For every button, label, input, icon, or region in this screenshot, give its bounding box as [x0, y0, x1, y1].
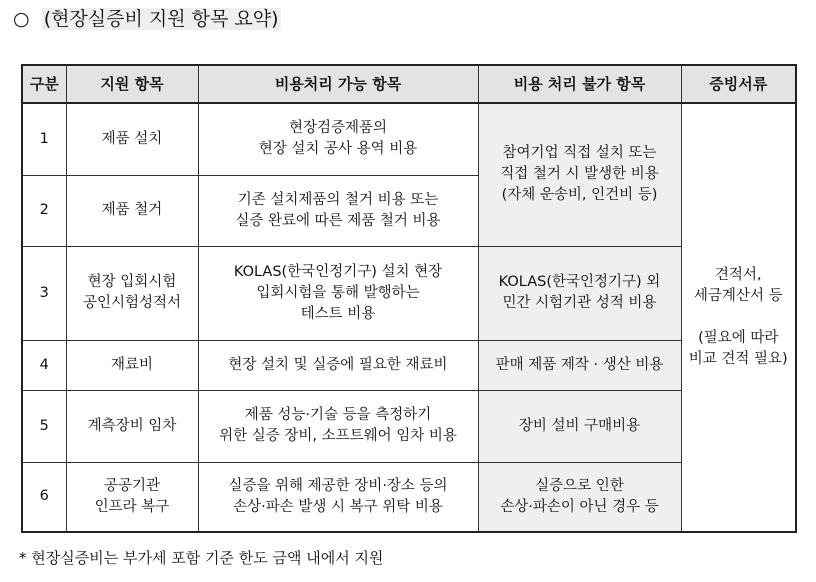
row-allowed-cost: 현장 설치 및 실증에 필요한 재료비	[198, 340, 478, 390]
row-number: 5	[22, 390, 66, 462]
table-header-row	[22, 65, 796, 103]
row-support-item: 제품 철거	[66, 175, 198, 246]
table-row	[22, 246, 796, 340]
row-number: 6	[22, 462, 66, 532]
row-support-item: 현장 입회시험 공인시험성적서	[66, 246, 198, 340]
table-row	[22, 340, 796, 390]
row-support-item: 계측장비 임차	[66, 390, 198, 462]
header-support-item: 지원 항목	[66, 65, 198, 103]
section-heading	[13, 3, 281, 35]
row-not-allowed-cost: 실증으로 인한 손상·파손이 아닌 경우 등	[478, 462, 681, 532]
row-allowed-cost: 실증을 위해 제공한 장비·장소 등의 손상·파손 발생 시 복구 위탁 비용	[198, 462, 478, 532]
supporting-documents: 견적서, 세금계산서 등 (필요에 따라 비교 견적 필요)	[681, 103, 796, 532]
row-number: 3	[22, 246, 66, 340]
row-support-item: 재료비	[66, 340, 198, 390]
row-number: 4	[22, 340, 66, 390]
row-number: 2	[22, 175, 66, 246]
heading-text: (현장실증비 지원 항목 요약)	[43, 8, 279, 30]
support-items-table	[21, 64, 797, 533]
table-row	[22, 390, 796, 462]
row-allowed-cost: 제품 성능·기술 등을 측정하기 위한 실증 장비, 소프트웨어 임차 비용	[198, 390, 478, 462]
table-row	[22, 462, 796, 532]
row-not-allowed-cost-merged: 참여기업 직접 설치 또는 직접 철거 시 발생한 비용 (자체 운송비, 인건비 등)	[478, 103, 681, 246]
row-not-allowed-cost: 판매 제품 제작 · 생산 비용	[478, 340, 681, 390]
row-allowed-cost: KOLAS(한국인정기구) 설치 현장 입회시험을 통해 발행하는 테스트 비용	[198, 246, 478, 340]
footnote: * 현장실증비는 부가세 포함 기준 한도 금액 내에서 지원	[19, 549, 384, 567]
row-not-allowed-cost: 장비 설비 구매비용	[478, 390, 681, 462]
table-row	[22, 103, 796, 175]
row-support-item: 공공기관 인프라 복구	[66, 462, 198, 532]
row-allowed-cost: 현장검증제품의 현장 설치 공사 용역 비용	[198, 103, 478, 175]
row-number: 1	[22, 103, 66, 175]
heading-bullet: ○	[13, 8, 30, 30]
row-allowed-cost: 기존 설치제품의 철거 비용 또는 실증 완료에 따른 제품 철거 비용	[198, 175, 478, 246]
header-allowed-costs: 비용처리 가능 항목	[198, 65, 478, 103]
row-not-allowed-cost: KOLAS(한국인정기구) 외 민간 시험기관 성적 비용	[478, 246, 681, 340]
header-documents: 증빙서류	[681, 65, 796, 103]
header-category: 구분	[22, 65, 66, 103]
row-support-item: 제품 설치	[66, 103, 198, 175]
header-not-allowed-costs: 비용 처리 불가 항목	[478, 65, 681, 103]
